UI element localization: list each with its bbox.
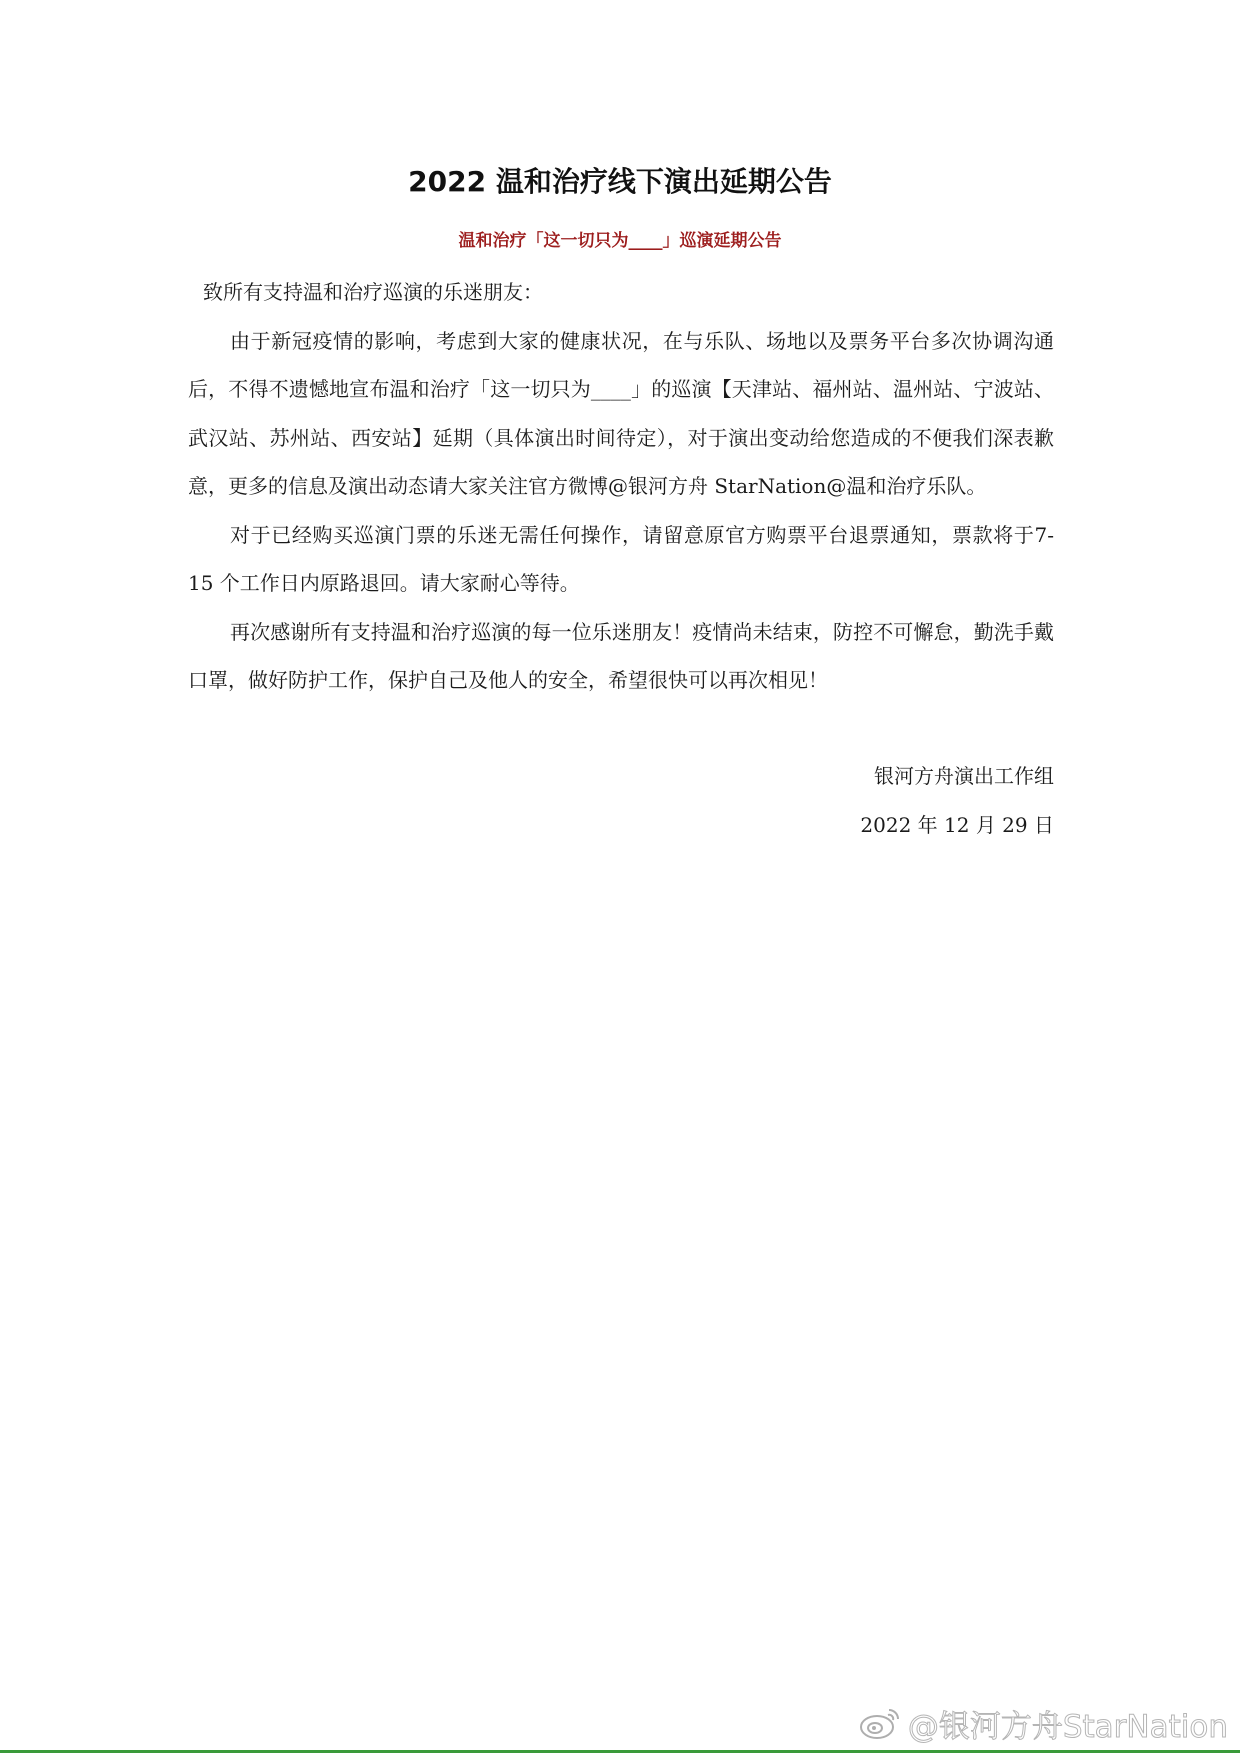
paragraph-refund: 对于已经购买巡演门票的乐迷无需任何操作，请留意原官方购票平台退票通知，票款将于7-15 个工作日内原路退回。请大家耐心等待。 (188, 522, 1054, 595)
notice-body (188, 268, 1054, 705)
notice-subtitle: 温和治疗「这一切只为____」巡演延期公告 (458, 231, 782, 251)
paragraph-postponement: 由于新冠疫情的影响，考虑到大家的健康状况，在与乐队、场地以及票务平台多次协调沟通后，不得不遗憾地宣布温和治疗「这一切只为____」的巡演【天津站、福州站、温州站、宁波站、武汉站、苏州站、西安站】延期（具体演出时间待定），对于演出变动给您造成的不便我们深表歉意，更多的信息及演出动态请大家关注官方微博@银河方舟 StarNation@温和治疗乐队。 (188, 328, 1054, 498)
signature-organization: 银河方舟演出工作组 (874, 764, 1054, 788)
watermark-text: @银河方舟StarNation (907, 1708, 1228, 1745)
weibo-watermark (858, 1700, 1228, 1746)
paragraph-thanks: 再次感谢所有支持温和治疗巡演的每一位乐迷朋友！疫情尚未结束，防控不可懈怠，勤洗手戴口罩，做好防护工作，保护自己及他人的安全，希望很快可以再次相见！ (188, 619, 1054, 692)
signature-date: 2022 年 12 月 29 日 (860, 812, 1054, 837)
signature-block (860, 752, 1054, 849)
weibo-icon (858, 1705, 902, 1741)
notice-title: 2022 温和治疗线下演出延期公告 (408, 165, 832, 198)
greeting: 致所有支持温和治疗巡演的乐迷朋友： (203, 280, 543, 304)
